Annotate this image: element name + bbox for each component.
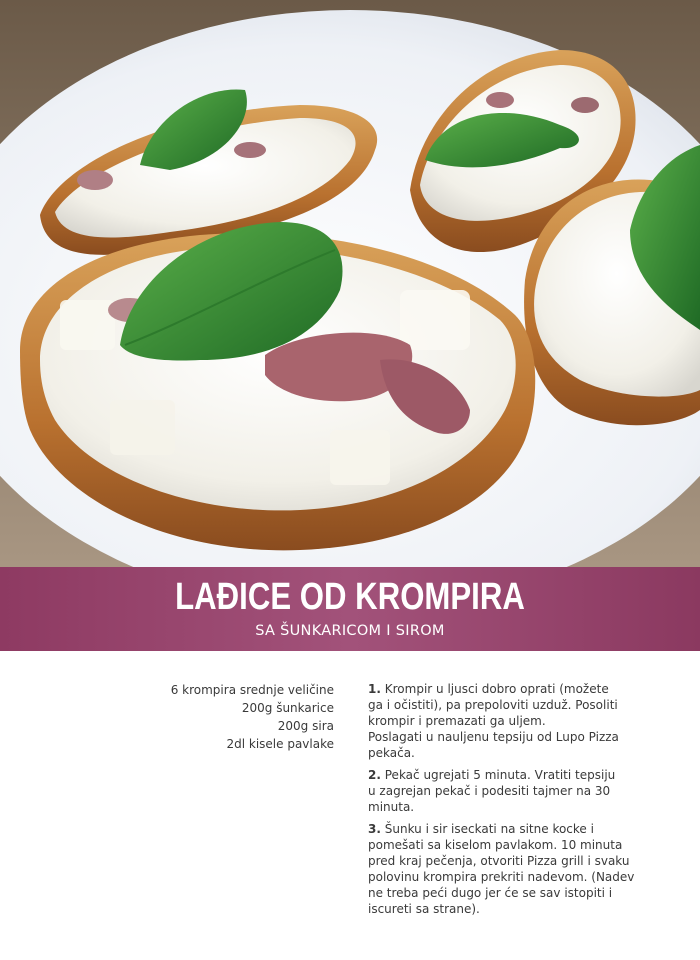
- step-3: [368, 821, 638, 917]
- recipe-title: LAĐICE OD KROMPIRA: [175, 576, 525, 618]
- step-text-line: minuta.: [368, 800, 415, 814]
- title-banner: [0, 567, 700, 651]
- steps-list: [368, 681, 638, 923]
- ingredient-item: 200g šunkarice: [241, 701, 334, 715]
- step-text-line: Šunku i sir iseckati na sitne kocke i: [384, 822, 594, 836]
- ingredients-list: [150, 681, 334, 753]
- recipe-subtitle: SA ŠUNKARICOM I SIROM: [255, 623, 445, 639]
- ingredient-item: 6 krompira srednje veličine: [170, 683, 334, 697]
- step-text-line: polovinu krompira prekriti nadevom. (Nadev: [368, 870, 635, 884]
- step-text-line: pred kraj pečenja, otvoriti Pizza grill i svaku: [368, 854, 630, 868]
- step-number: 2.: [368, 768, 381, 782]
- step-text-line: Krompir u ljusci dobro oprati (možete: [384, 682, 609, 696]
- step-text-line: Pekač ugrejati 5 minuta. Vratiti tepsiju: [384, 768, 616, 782]
- step-text-line: ne treba peći dugo jer će se sav istopiti i: [368, 886, 613, 900]
- step-text-line: u zagrejan pekač i podesiti tajmer na 30: [368, 784, 611, 798]
- recipe-content: [0, 651, 700, 960]
- step-1: [368, 681, 638, 761]
- step-2: [368, 767, 638, 815]
- step-text-line: pomešati sa kiselom pavlakom. 10 minuta: [368, 838, 623, 852]
- step-text-line: iscureti sa strane).: [368, 902, 480, 916]
- step-number: 3.: [368, 822, 381, 836]
- ingredient-item: 2dl kisele pavlake: [226, 737, 334, 751]
- step-text-line: Poslagati u nauljenu tepsiju od Lupo Pizza: [368, 730, 619, 744]
- ingredient-item: 200g sira: [277, 719, 334, 733]
- step-text-line: krompir i premazati ga uljem.: [368, 714, 546, 728]
- step-text-line: ga i očistiti), pa prepoloviti uzduž. Posoliti: [368, 698, 618, 712]
- step-text-line: pekača.: [368, 746, 415, 760]
- step-number: 1.: [368, 682, 381, 696]
